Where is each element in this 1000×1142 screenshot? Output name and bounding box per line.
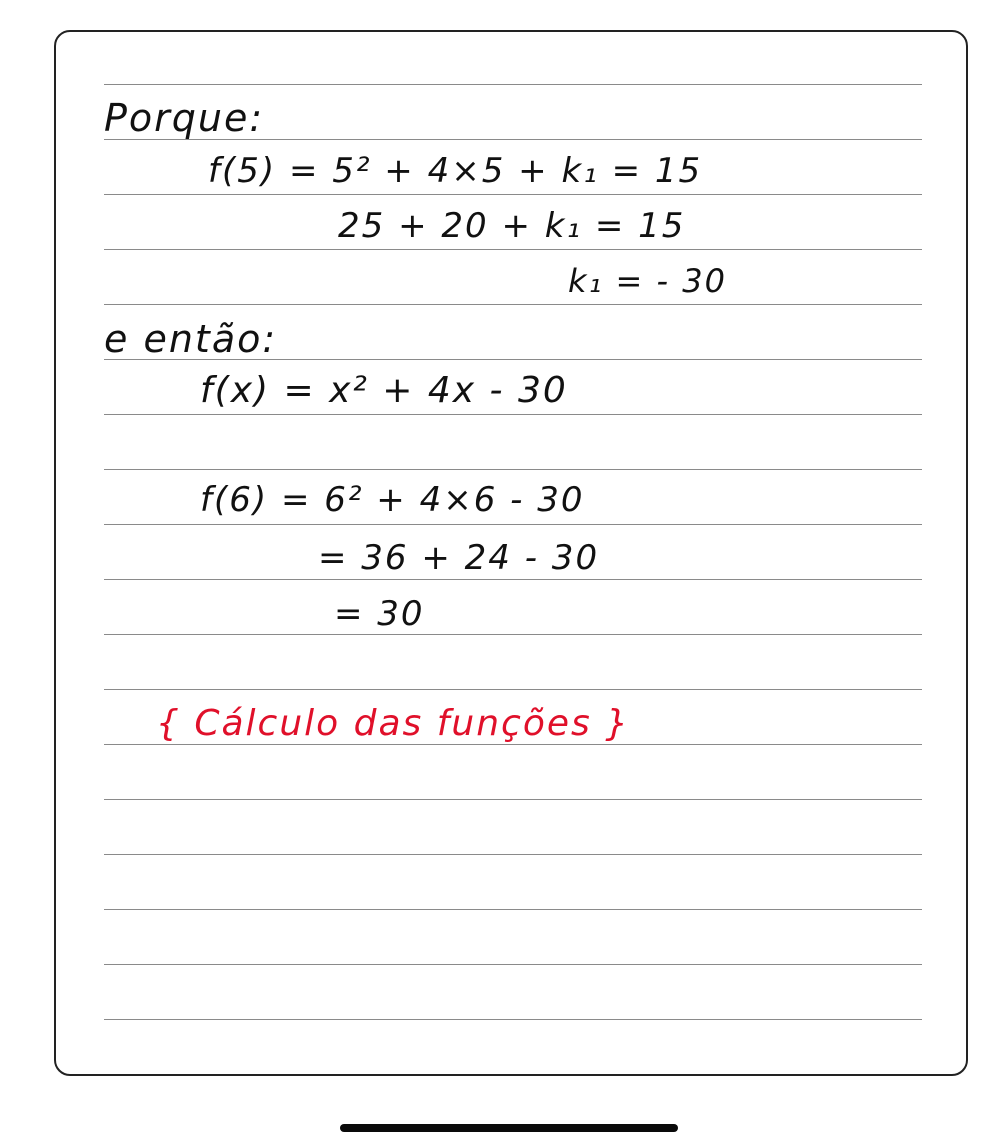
ruled-line: [104, 304, 922, 305]
topic-note: { Cálculo das funções }: [156, 703, 631, 744]
ruled-line: [104, 579, 922, 580]
entao-heading: e então:: [104, 317, 278, 361]
ruled-line: [104, 469, 922, 470]
ruled-line: [104, 799, 922, 800]
porque-heading: Porque:: [104, 96, 265, 140]
home-indicator[interactable]: [340, 1124, 678, 1132]
f6-step: = 36 + 24 - 30: [318, 538, 600, 578]
ruled-line: [104, 854, 922, 855]
ruled-line: [104, 909, 922, 910]
sum-equation: 25 + 20 + k₁ = 15: [338, 206, 686, 246]
k-value: k₁ = - 30: [568, 262, 727, 300]
ruled-line: [104, 524, 922, 525]
f6-result: = 30: [334, 594, 425, 634]
ruled-line: [104, 194, 922, 195]
ruled-line: [104, 1019, 922, 1020]
ruled-line: [104, 414, 922, 415]
fx-function: f(x) = x² + 4x - 30: [200, 370, 568, 411]
ruled-line: [104, 964, 922, 965]
ruled-line: [104, 634, 922, 635]
ruled-line: [104, 689, 922, 690]
f6-equation: f(6) = 6² + 4×6 - 30: [200, 480, 585, 520]
ruled-line: [104, 744, 922, 745]
ruled-line: [104, 249, 922, 250]
f5-equation: f(5) = 5² + 4×5 + k₁ = 15: [208, 151, 703, 191]
ruled-line: [104, 84, 922, 85]
